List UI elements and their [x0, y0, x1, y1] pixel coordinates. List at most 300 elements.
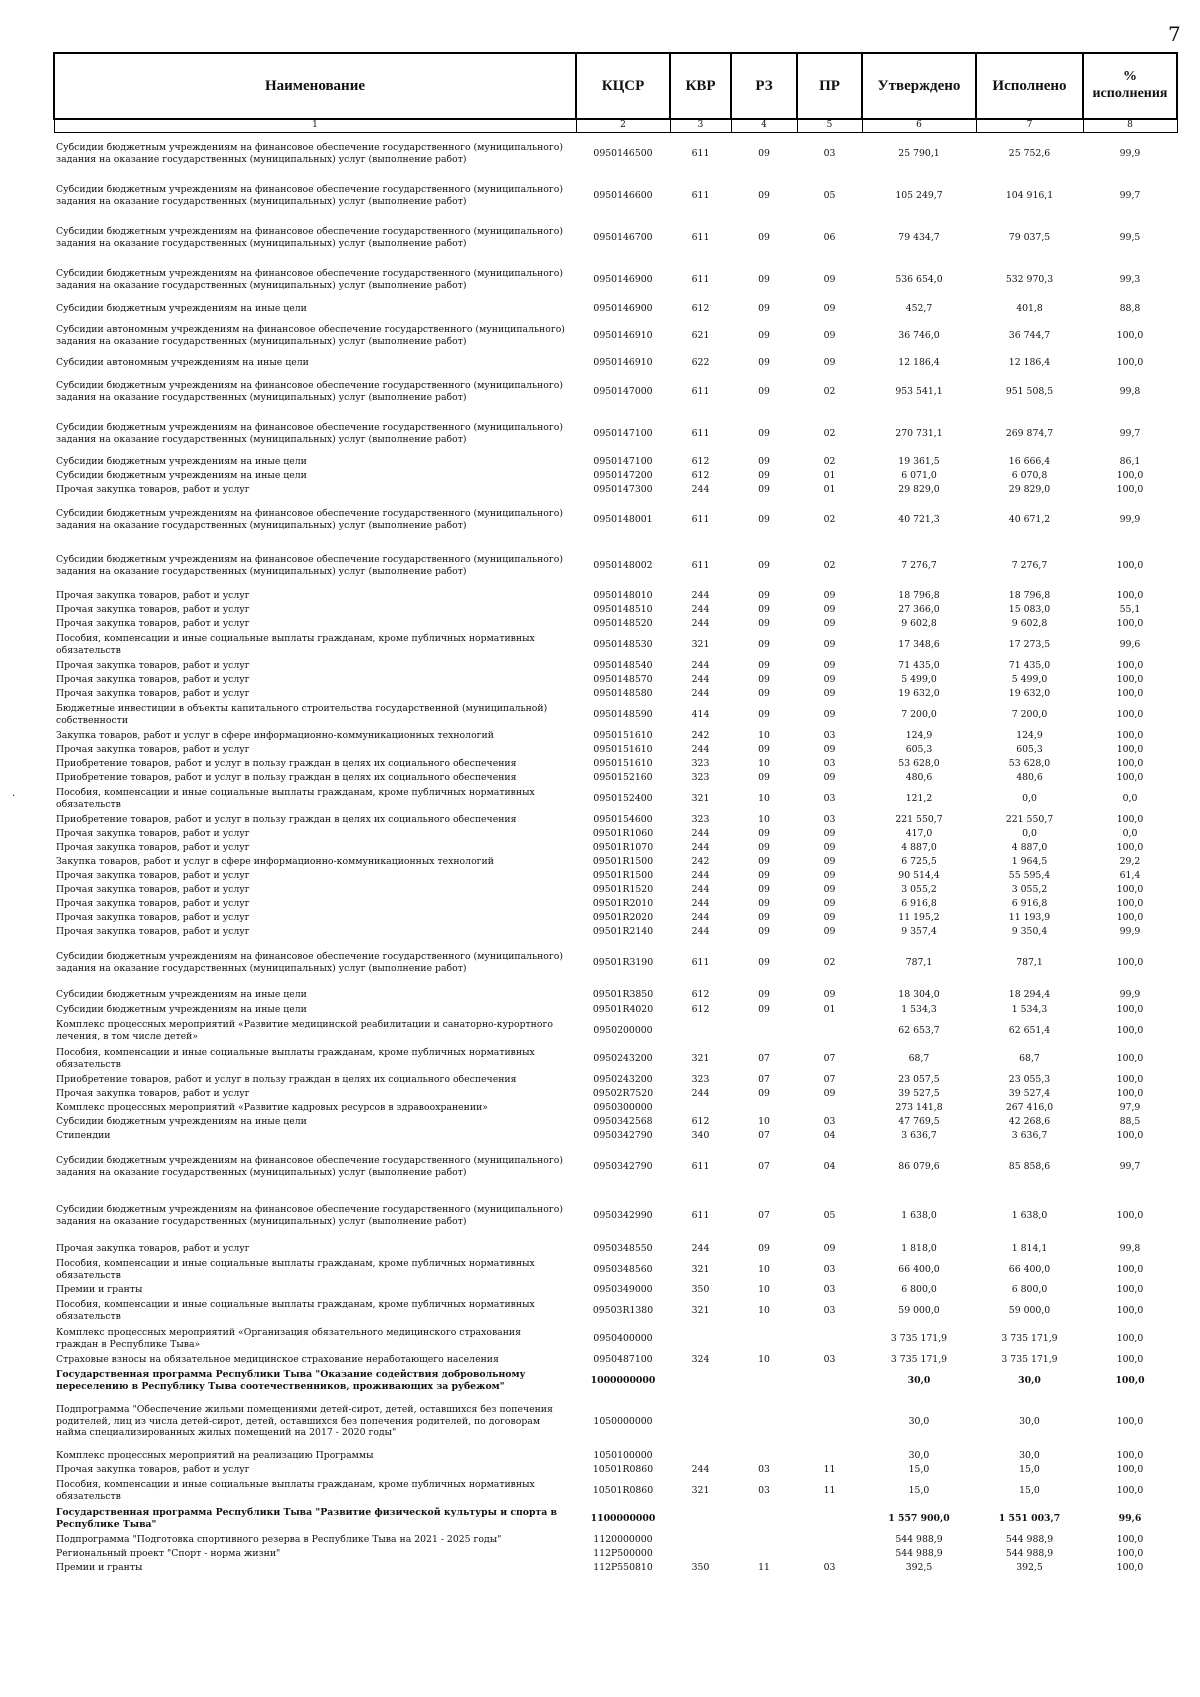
cell-percent: 99,9	[1119, 925, 1141, 937]
cell-kcsr: 0950148570	[593, 673, 653, 685]
cell-pr: 03	[823, 813, 836, 825]
cell-approved: 6 916,8	[901, 897, 937, 909]
table-row	[54, 659, 1177, 673]
cell-name: Субсидии бюджетным учреждениям на финансовое обеспечение государственного (муниципального) задания на оказание государственных (муниципальных) услуг (выполнение работ)	[56, 267, 563, 291]
cell-kcsr: 0950487100	[593, 1353, 653, 1365]
table-row	[54, 301, 1177, 317]
cell-rz: 09	[758, 385, 770, 397]
cell-pr	[797, 1017, 862, 1045]
cell-executed: 30,0	[1019, 1415, 1040, 1427]
cell-pr	[797, 1547, 862, 1561]
table-row	[54, 317, 1177, 355]
table-row	[54, 217, 1177, 259]
table-row	[54, 911, 1177, 925]
cell-name: Пособия, компенсации и иные социальные выплаты гражданам, кроме публичных нормативных обязательств	[56, 1046, 535, 1070]
cell-name: Прочая закупка товаров, работ и услуг	[56, 673, 250, 685]
cell-name: Прочая закупка товаров, работ и услуг	[56, 483, 250, 495]
cell-percent: 99,9	[1119, 988, 1141, 1000]
cell-kvr: 244	[691, 911, 710, 923]
cell-kcsr: 0950148001	[593, 513, 653, 525]
table-row	[54, 1395, 1177, 1449]
cell-approved: 18 304,0	[898, 988, 940, 1000]
cell-approved: 17 348,6	[898, 638, 940, 650]
cell-percent: 99,7	[1119, 189, 1141, 201]
cell-name: Субсидии бюджетным учреждениям на финансовое обеспечение государственного (муниципального) задания на оказание государственных (муниципальных) услуг (выполнение работ)	[56, 950, 563, 974]
cell-percent: 100,0	[1116, 743, 1144, 755]
cell-kvr: 350	[691, 1561, 710, 1573]
cell-rz: 07	[758, 1129, 770, 1141]
table-row	[54, 841, 1177, 855]
cell-percent: 99,7	[1119, 1160, 1141, 1172]
cell-kvr: 244	[691, 589, 710, 601]
cell-executed: 5 499,0	[1011, 673, 1048, 685]
table-row	[54, 413, 1177, 455]
cell-approved: 3 055,2	[901, 883, 937, 895]
cell-kvr: 622	[691, 356, 710, 368]
cell-approved: 29 829,0	[898, 483, 940, 495]
cell-pr: 06	[823, 231, 836, 243]
cell-approved: 79 434,7	[898, 231, 940, 243]
cell-rz: 09	[758, 659, 770, 671]
cell-name: Прочая закупка товаров, работ и услуг	[56, 687, 250, 699]
table-row	[54, 1547, 1177, 1561]
cell-pr: 09	[823, 659, 836, 671]
cell-pr: 03	[823, 1263, 836, 1275]
cell-rz: 09	[758, 1242, 770, 1254]
cell-percent: 97,9	[1119, 1101, 1141, 1113]
table-row	[54, 1115, 1177, 1129]
cell-rz: 09	[758, 855, 770, 867]
cell-executed: 1 534,3	[1011, 1003, 1048, 1015]
cell-executed: 15,0	[1019, 1484, 1040, 1496]
table-row	[54, 987, 1177, 1003]
cell-rz: 09	[758, 911, 770, 923]
cell-kcsr: 0950151610	[593, 729, 653, 741]
cell-percent: 100,0	[1116, 1353, 1144, 1365]
column-number: 6	[862, 119, 976, 133]
cell-pr: 05	[823, 189, 836, 201]
table-row	[54, 259, 1177, 301]
cell-rz	[731, 1395, 797, 1449]
cell-approved: 68,7	[908, 1052, 930, 1064]
cell-kcsr: 0950154600	[593, 813, 653, 825]
cell-rz: 09	[758, 559, 770, 571]
cell-pr: 09	[823, 988, 836, 1000]
cell-kcsr: 0950148510	[593, 603, 653, 615]
cell-approved: 59 000,0	[898, 1304, 940, 1316]
cell-percent: 100,0	[1116, 1547, 1144, 1559]
cell-percent: 100,0	[1116, 1332, 1144, 1344]
cell-percent: 0,0	[1122, 827, 1138, 839]
cell-kvr: 242	[691, 855, 710, 867]
cell-executed: 25 752,6	[1008, 147, 1051, 159]
cell-percent: 100,0	[1116, 1129, 1144, 1141]
cell-approved: 12 186,4	[898, 356, 940, 368]
cell-approved: 25 790,1	[898, 147, 940, 159]
cell-kvr: 612	[691, 302, 710, 314]
cell-approved: 6 800,0	[901, 1283, 937, 1295]
cell-executed: 68,7	[1019, 1052, 1040, 1064]
cell-pr: 03	[823, 729, 836, 741]
cell-approved: 1 557 900,0	[888, 1512, 950, 1524]
table-row	[54, 1087, 1177, 1101]
cell-pr: 09	[823, 356, 836, 368]
cell-rz: 09	[758, 302, 770, 314]
cell-kvr: 242	[691, 729, 710, 741]
cell-rz: 09	[758, 827, 770, 839]
cell-kcsr: 0950146500	[593, 147, 653, 159]
cell-percent: 100,0	[1116, 1052, 1144, 1064]
cell-executed: 9 350,4	[1011, 925, 1048, 937]
cell-kvr	[670, 1505, 731, 1533]
cell-kvr: 611	[691, 147, 710, 159]
table-row	[54, 1353, 1177, 1367]
cell-pr	[797, 1505, 862, 1533]
cell-pr	[797, 1449, 862, 1463]
cell-approved: 30,0	[907, 1374, 931, 1386]
cell-rz: 09	[758, 589, 770, 601]
cell-kvr: 350	[691, 1283, 710, 1295]
cell-approved: 5 499,0	[901, 673, 937, 685]
table-row	[54, 483, 1177, 497]
cell-kvr: 244	[691, 883, 710, 895]
cell-pr: 07	[823, 1073, 836, 1085]
cell-rz: 10	[758, 1263, 770, 1275]
cell-executed: 3 055,2	[1011, 883, 1048, 895]
cell-kcsr: 112P500000	[593, 1547, 653, 1559]
cell-kcsr: 0950342990	[593, 1209, 653, 1221]
cell-executed: 3 636,7	[1011, 1129, 1048, 1141]
table-row	[54, 897, 1177, 911]
cell-executed: 11 193,9	[1008, 911, 1051, 923]
cell-executed: 267 416,0	[1005, 1101, 1054, 1113]
cell-rz: 07	[758, 1073, 770, 1085]
cell-executed: 4 887,0	[1011, 841, 1048, 853]
cell-kcsr: 0950146900	[593, 302, 653, 314]
cell-executed: 221 550,7	[1005, 813, 1054, 825]
cell-percent: 99,8	[1119, 385, 1141, 397]
cell-approved: 7 276,7	[901, 559, 937, 571]
cell-rz: 09	[758, 231, 770, 243]
cell-approved: 23 057,5	[898, 1073, 940, 1085]
cell-name: Субсидии бюджетным учреждениям на финансовое обеспечение государственного (муниципального) задания на оказание государственных (муниципальных) услуг (выполнение работ)	[56, 553, 563, 577]
cell-name: Прочая закупка товаров, работ и услуг	[56, 659, 250, 671]
cell-name: Субсидии бюджетным учреждениям на иные цели	[56, 455, 307, 467]
cell-name: Пособия, компенсации и иные социальные выплаты гражданам, кроме публичных нормативных обязательств	[56, 1298, 535, 1322]
cell-executed: 6 070,8	[1011, 469, 1048, 481]
cell-name: Субсидии бюджетным учреждениям на финансовое обеспечение государственного (муниципального) задания на оказание государственных (муниципальных) услуг (выполнение работ)	[56, 507, 563, 531]
cell-percent: 88,5	[1119, 1115, 1141, 1127]
table-row	[54, 1477, 1177, 1505]
cell-approved: 221 550,7	[895, 813, 943, 825]
cell-percent: 99,8	[1119, 1242, 1141, 1254]
table-row	[54, 133, 1177, 175]
cell-kvr: 611	[691, 273, 710, 285]
cell-kvr: 244	[691, 869, 710, 881]
cell-executed: 12 186,4	[1008, 356, 1051, 368]
cell-pr: 02	[823, 956, 836, 968]
cell-pr: 02	[823, 513, 836, 525]
cell-percent: 55,1	[1119, 603, 1141, 615]
table-row	[54, 603, 1177, 617]
cell-name: Премии и гранты	[56, 1283, 143, 1295]
cell-rz: 09	[758, 925, 770, 937]
cell-rz: 09	[758, 687, 770, 699]
cell-kcsr: 0950146700	[593, 231, 653, 243]
column-number-row	[54, 119, 1177, 133]
cell-kvr: 612	[691, 1003, 710, 1015]
cell-kvr	[670, 1547, 731, 1561]
cell-approved: 19 361,5	[898, 455, 940, 467]
cell-kvr: 244	[691, 827, 710, 839]
cell-name: Пособия, компенсации и иные социальные выплаты гражданам, кроме публичных нормативных обязательств	[56, 786, 535, 810]
cell-rz: 09	[758, 988, 770, 1000]
cell-kvr: 321	[691, 792, 710, 804]
cell-approved: 15,0	[908, 1463, 930, 1475]
cell-percent: 86,1	[1119, 455, 1141, 467]
cell-kvr: 244	[691, 617, 710, 629]
cell-kcsr: 0950348560	[593, 1263, 653, 1275]
cell-name: Субсидии автономным учреждениям на финансовое обеспечение государственного (муниципального) задания на оказание государственных (муниципальных) услуг (выполнение работ)	[56, 323, 565, 347]
table-row	[54, 1191, 1177, 1241]
cell-kvr: 323	[691, 771, 710, 783]
table-row	[54, 925, 1177, 939]
cell-approved: 4 887,0	[901, 841, 937, 853]
cell-pr: 09	[823, 911, 836, 923]
cell-name: Прочая закупка товаров, работ и услуг	[56, 897, 250, 909]
table-row	[54, 785, 1177, 813]
cell-executed: 55 595,4	[1008, 869, 1051, 881]
cell-rz: 09	[758, 329, 770, 341]
cell-kcsr: 09501R1520	[592, 883, 654, 895]
cell-kvr	[670, 1101, 731, 1115]
cell-approved: 9 602,8	[901, 617, 937, 629]
cell-percent: 99,6	[1118, 1512, 1142, 1524]
cell-pr: 09	[823, 883, 836, 895]
cell-percent: 29,2	[1119, 855, 1141, 867]
cell-name: Подпрограмма "Обеспечение жильми помещениями детей-сирот, детей, оставшихся без попечения родителей, лиц из числа детей-сирот, детей, оставшихся без попечения родителей, по договорам найма специализированных жилых помещений на 2017 - 2020 годы"	[56, 1404, 553, 1439]
cell-kcsr: 09501R3850	[592, 988, 654, 1000]
cell-name: Подпрограмма "Подготовка спортивного резерва в Республике Тыва на 2021 - 2025 годы"	[56, 1533, 502, 1545]
cell-kcsr: 10501R0860	[592, 1463, 654, 1475]
cell-kcsr: 09501R2010	[592, 897, 654, 909]
cell-approved: 1 638,0	[901, 1209, 937, 1221]
cell-rz: 09	[758, 469, 770, 481]
cell-executed: 36 744,7	[1008, 329, 1051, 341]
cell-pr: 09	[823, 869, 836, 881]
header-approved: Утверждено	[862, 53, 976, 119]
cell-kcsr: 0950148580	[593, 687, 653, 699]
cell-approved: 480,6	[905, 771, 933, 783]
cell-executed: 40 671,2	[1008, 513, 1051, 525]
cell-percent: 100,0	[1116, 813, 1144, 825]
cell-kcsr: 09503R1380	[592, 1304, 654, 1316]
cell-kvr: 324	[691, 1353, 710, 1365]
cell-rz: 10	[758, 1115, 770, 1127]
cell-executed: 6 800,0	[1011, 1283, 1048, 1295]
cell-executed: 62 651,4	[1008, 1024, 1051, 1036]
cell-approved: 90 514,4	[898, 869, 940, 881]
table-row	[54, 1143, 1177, 1191]
cell-percent: 100,0	[1116, 956, 1144, 968]
cell-kvr: 611	[691, 956, 710, 968]
cell-name: Прочая закупка товаров, работ и услуг	[56, 743, 250, 755]
cell-percent: 100,0	[1116, 1304, 1144, 1316]
cell-rz	[731, 1533, 797, 1547]
column-number: 1	[54, 119, 576, 133]
cell-percent: 100,0	[1116, 708, 1144, 720]
cell-percent: 100,0	[1116, 687, 1144, 699]
cell-name: Прочая закупка товаров, работ и услуг	[56, 1087, 250, 1099]
table-row	[54, 589, 1177, 603]
cell-percent: 100,0	[1116, 1024, 1144, 1036]
cell-executed: 19 632,0	[1008, 687, 1051, 699]
cell-name: Субсидии бюджетным учреждениям на финансовое обеспечение государственного (муниципального) задания на оказание государственных (муниципальных) услуг (выполнение работ)	[56, 183, 563, 207]
cell-name: Приобретение товаров, работ и услуг в пользу граждан в целях их социального обеспечения	[56, 1073, 517, 1085]
cell-approved: 39 527,5	[898, 1087, 940, 1099]
cell-name: Субсидии бюджетным учреждениям на финансовое обеспечение государственного (муниципального) задания на оказание государственных (муниципальных) услуг (выполнение работ)	[56, 421, 563, 445]
cell-executed: 544 988,9	[1005, 1533, 1054, 1545]
cell-kvr: 612	[691, 988, 710, 1000]
table-row	[54, 1241, 1177, 1257]
cell-name: Субсидии бюджетным учреждениям на иные цели	[56, 988, 307, 1000]
cell-name: Комплекс процессных мероприятий «Развитие медицинской реабилитации и санаторно-курортного лечения, в том числе детей»	[56, 1018, 553, 1042]
cell-kvr: 321	[691, 1263, 710, 1275]
cell-executed: 9 602,8	[1011, 617, 1048, 629]
cell-pr: 09	[823, 827, 836, 839]
cell-kvr: 244	[691, 925, 710, 937]
cell-rz: 09	[758, 147, 770, 159]
cell-kvr: 611	[691, 427, 710, 439]
cell-approved: 544 988,9	[895, 1533, 943, 1545]
cell-kcsr: 0950243200	[593, 1073, 653, 1085]
table-row	[54, 1257, 1177, 1283]
cell-percent: 100,0	[1116, 673, 1144, 685]
table-row	[54, 869, 1177, 883]
cell-percent: 100,0	[1116, 897, 1144, 909]
cell-rz: 10	[758, 757, 770, 769]
table-row	[54, 469, 1177, 483]
cell-kvr: 414	[691, 708, 710, 720]
cell-rz: 09	[758, 841, 770, 853]
cell-pr: 09	[823, 638, 836, 650]
cell-name: Прочая закупка товаров, работ и услуг	[56, 1242, 250, 1254]
cell-percent: 100,0	[1116, 617, 1144, 629]
cell-executed: 532 970,3	[1005, 273, 1054, 285]
cell-name: Прочая закупка товаров, работ и услуг	[56, 911, 250, 923]
cell-kcsr: 0950152160	[593, 771, 653, 783]
cell-name: Субсидии бюджетным учреждениям на финансовое обеспечение государственного (муниципального) задания на оказание государственных (муниципальных) услуг (выполнение работ)	[56, 1203, 563, 1227]
cell-executed: 7 200,0	[1011, 708, 1048, 720]
cell-percent: 100,0	[1116, 469, 1144, 481]
cell-executed: 1 964,5	[1011, 855, 1048, 867]
cell-name: Государственная программа Республики Тыва "Развитие физической культуры и спорта в Республике Тыва"	[56, 1506, 557, 1530]
cell-kvr	[670, 1017, 731, 1045]
cell-executed: 0,0	[1022, 827, 1037, 839]
cell-kvr: 244	[691, 603, 710, 615]
cell-percent: 100,0	[1116, 841, 1144, 853]
table-row	[54, 1003, 1177, 1017]
table-row	[54, 1449, 1177, 1463]
cell-pr	[797, 1101, 862, 1115]
cell-name: Субсидии автономным учреждениям на иные цели	[56, 356, 309, 368]
table-row	[54, 1101, 1177, 1115]
table-row	[54, 1017, 1177, 1045]
cell-kcsr: 0950146910	[593, 356, 653, 368]
cell-percent: 100,0	[1116, 1003, 1144, 1015]
cell-executed: 124,9	[1016, 729, 1043, 741]
cell-percent: 100,0	[1116, 1449, 1144, 1461]
cell-approved: 71 435,0	[898, 659, 940, 671]
cell-name: Приобретение товаров, работ и услуг в пользу граждан в целях их социального обеспечения	[56, 757, 517, 769]
cell-pr: 01	[823, 469, 836, 481]
cell-kcsr: 09501R1070	[592, 841, 654, 853]
cell-approved: 62 653,7	[898, 1024, 940, 1036]
cell-name: Комплекс процессных мероприятий «Организация обязательного медицинского страхования граждан в Республике Тыва»	[56, 1326, 521, 1350]
cell-approved: 47 769,5	[898, 1115, 940, 1127]
cell-executed: 30,0	[1019, 1449, 1040, 1461]
cell-executed: 269 874,7	[1005, 427, 1054, 439]
cell-name: Комплекс процессных мероприятий «Развитие кадровых ресурсов в здравоохранении»	[56, 1101, 488, 1113]
cell-executed: 23 055,3	[1008, 1073, 1051, 1085]
cell-kcsr: 0950152400	[593, 792, 653, 804]
cell-approved: 27 366,0	[898, 603, 940, 615]
cell-pr: 09	[823, 302, 836, 314]
cell-kcsr: 0950147100	[593, 455, 653, 467]
cell-kvr: 323	[691, 1073, 710, 1085]
cell-executed: 79 037,5	[1008, 231, 1051, 243]
cell-pr: 02	[823, 455, 836, 467]
cell-name: Субсидии бюджетным учреждениям на иные цели	[56, 302, 307, 314]
cell-kcsr: 0950349000	[593, 1283, 653, 1295]
cell-kvr: 611	[691, 231, 710, 243]
cell-executed: 787,1	[1016, 956, 1043, 968]
cell-approved: 417,0	[905, 827, 933, 839]
table-row	[54, 813, 1177, 827]
cell-pr: 03	[823, 1304, 836, 1316]
cell-name: Страховые взносы на обязательное медицинское страхование неработающего населения	[56, 1353, 499, 1365]
cell-name: Премии и гранты	[56, 1561, 143, 1573]
cell-rz: 07	[758, 1052, 770, 1064]
cell-percent: 100,0	[1115, 1374, 1145, 1386]
table-row	[54, 1073, 1177, 1087]
cell-rz: 10	[758, 1283, 770, 1295]
table-row	[54, 1561, 1177, 1575]
cell-executed: 104 916,1	[1005, 189, 1054, 201]
cell-kvr	[670, 1367, 731, 1395]
cell-executed: 1 638,0	[1011, 1209, 1048, 1221]
cell-rz: 09	[758, 483, 770, 495]
cell-kvr: 323	[691, 813, 710, 825]
cell-executed: 544 988,9	[1005, 1547, 1054, 1559]
cell-kcsr: 09501R2020	[592, 911, 654, 923]
cell-rz: 10	[758, 1353, 770, 1365]
cell-name: Пособия, компенсации и иные социальные выплаты гражданам, кроме публичных нормативных обязательств	[56, 1257, 535, 1281]
table-row	[54, 175, 1177, 217]
cell-approved: 53 628,0	[898, 757, 940, 769]
cell-percent: 100,0	[1116, 757, 1144, 769]
cell-pr: 09	[823, 603, 836, 615]
cell-executed: 59 000,0	[1008, 1304, 1051, 1316]
header-rz: РЗ	[731, 53, 797, 119]
cell-rz: 09	[758, 956, 770, 968]
cell-name: Прочая закупка товаров, работ и услуг	[56, 925, 250, 937]
cell-approved: 105 249,7	[895, 189, 943, 201]
cell-approved: 66 400,0	[898, 1263, 940, 1275]
cell-kcsr: 0950200000	[593, 1024, 653, 1036]
cell-rz: 09	[758, 356, 770, 368]
cell-pr: 11	[823, 1463, 836, 1475]
